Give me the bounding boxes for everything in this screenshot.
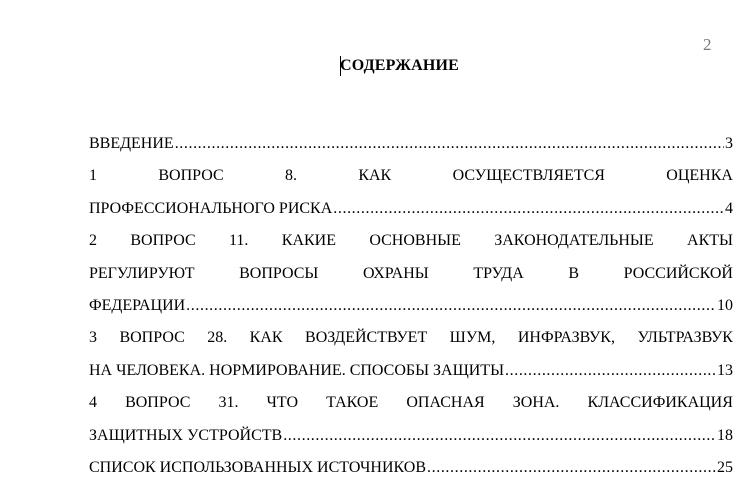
leader-dots [427,456,716,480]
toc-entry-question-11[interactable] [89,229,733,326]
toc-entry-line: 2 ВОПРОС 11. КАКИЕ ОСНОВНЫЕ ЗАКОНОДАТЕЛЬНЫЕ АКТЫ [89,232,733,250]
toc-page-number: 25 [717,458,733,476]
toc-entry-references[interactable] [89,456,733,488]
toc-entry-line: РЕГУЛИРУЮТ ВОПРОСЫ ОХРАНЫ ТРУДА В РОССИЙСКОЙ [89,264,733,282]
toc-page-number: 3 [725,135,733,152]
toc-entry-last-line: ЗАЩИТНЫХ УСТРОЙСТВ ..... 18 [89,424,733,456]
toc-entry-question-31[interactable] [89,391,733,456]
toc-title: СОДЕРЖАНИЕ [340,57,460,74]
leader-dots [333,197,724,221]
toc-entry-text: ВВЕДЕНИЕ [89,135,174,152]
leader-dots [505,359,716,383]
table-of-contents [89,132,733,488]
toc-entry-line: 3 ВОПРОС 28. КАК ВОЗДЕЙСТВУЕТ ШУМ, ИНФРАЗВУК, УЛЬТРАЗВУК [89,329,733,347]
toc-page-number: 18 [717,426,733,444]
leader-dots [186,294,716,318]
toc-entry-text: СПИСОК ИСПОЛЬЗОВАННЫХ ИСТОЧНИКОВ [89,458,427,476]
toc-page-number: 10 [717,296,733,314]
toc-entry-line: 1 ВОПРОС 8. КАК ОСУЩЕСТВЛЯЕТСЯ ОЦЕНКА [89,167,733,185]
page-number: 2 [703,35,712,54]
toc-entry-last-line: ФЕДЕРАЦИИ ..... 10 [89,294,733,326]
leader-dots [283,424,716,448]
leader-dots [175,132,724,156]
toc-entry-line: 4 ВОПРОС 31. ЧТО ТАКОЕ ОПАСНАЯ ЗОНА. КЛАССИФИКАЦИЯ [89,394,733,412]
toc-page-number: 4 [725,199,733,217]
toc-entry-last-line: НА ЧЕЛОВЕКА. НОРМИРОВАНИЕ. СПОСОБЫ ЗАЩИТЫ ..... 13 [89,359,733,391]
toc-entry-question-8[interactable] [89,164,733,229]
toc-entry-question-28[interactable] [89,326,733,391]
toc-entry-last-line: ПРОФЕССИОНАЛЬНОГО РИСКА ..... 4 [89,197,733,229]
toc-entry-introduction[interactable] [89,132,733,164]
toc-page-number: 13 [717,361,733,379]
